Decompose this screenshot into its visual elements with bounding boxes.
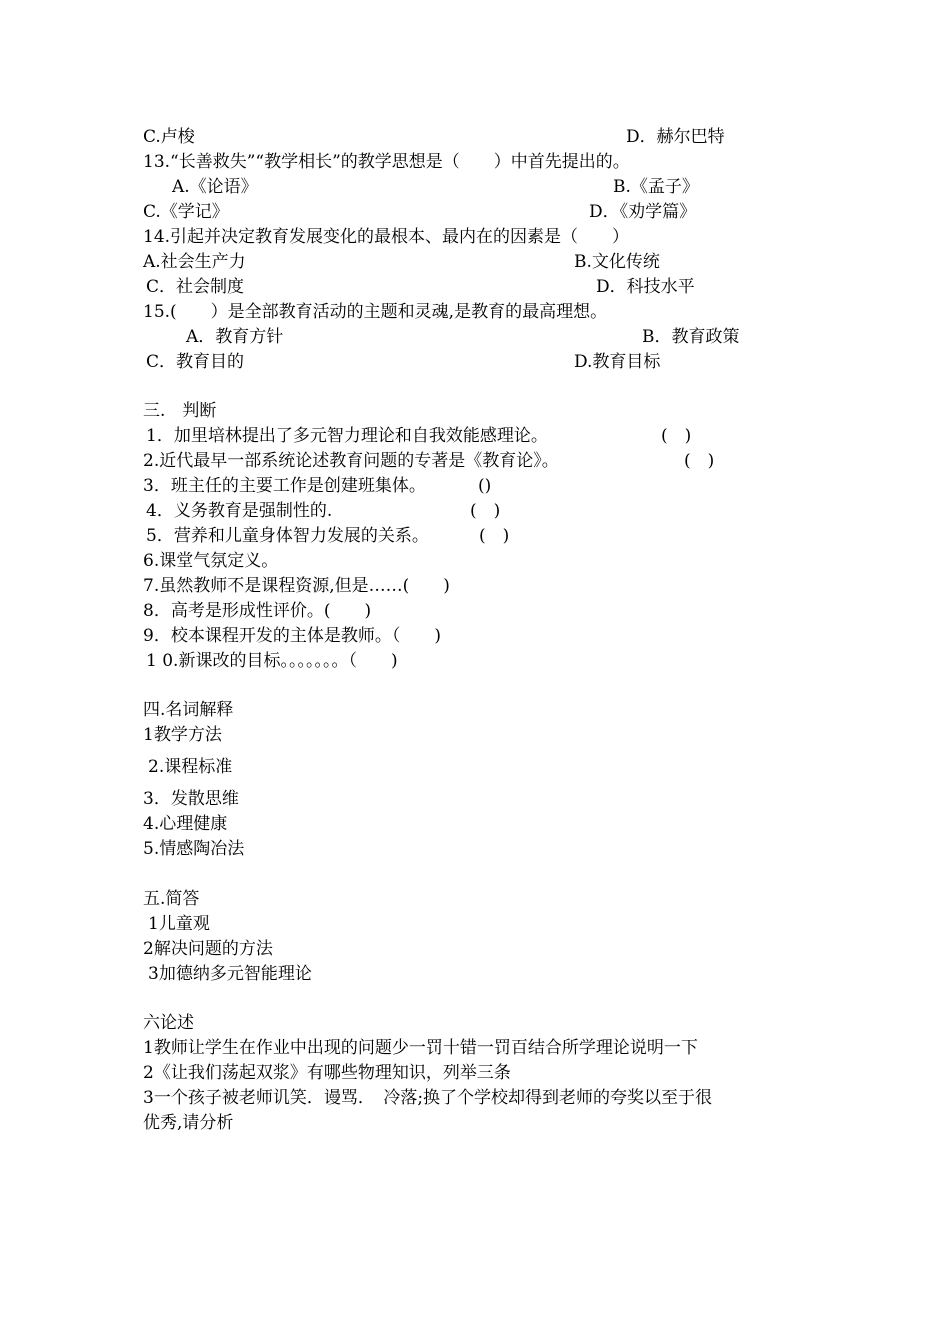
judgement-paren-5: ( ): [479, 526, 510, 546]
section-heading-short-answer: 五.简答: [143, 889, 200, 909]
judgement-item-4: 4．义务教育是强制性的.: [146, 501, 333, 521]
judgement-paren-1: ( ): [661, 426, 692, 446]
section-heading-judgement: 三. 判断: [143, 401, 217, 421]
term-item-1: 1教学方法: [143, 725, 222, 745]
q14-stem: 14.引起并决定教育发展变化的最根本、最内在的因素是（ ）: [143, 227, 630, 247]
term-item-5: 5.情感陶冶法: [143, 839, 245, 859]
short-answer-item-1: 1儿童观: [148, 914, 210, 934]
term-item-2: 2.课程标准: [148, 757, 233, 777]
q13-option-c: C.《学记》: [143, 202, 229, 222]
judgement-paren-2: ( ): [684, 451, 715, 471]
q14-option-a: A.社会生产力: [143, 252, 246, 272]
q13-stem: 13.“长善救失”“教学相长”的教学思想是（ ）中首先提出的。: [143, 152, 630, 172]
q12-option-d: D．赫尔巴特: [626, 127, 725, 147]
section-heading-terms: 四.名词解释: [143, 700, 234, 720]
judgement-item-1: 1．加里培林提出了多元智力理论和自我效能感理论。: [146, 426, 548, 446]
q14-option-b: B.文化传统: [574, 252, 660, 272]
essay-item-2: 2《让我们荡起双浆》有哪些物理知识，列举三条: [143, 1063, 511, 1083]
term-item-3: 3．发散思维: [143, 789, 239, 809]
q13-option-d: D．《劝学篇》: [589, 202, 697, 222]
judgement-item-10: 1 0.新课改的目标。。。。。。。（ ): [146, 651, 398, 671]
judgement-paren-4: ( ): [470, 501, 501, 521]
q14-option-c: C．社会制度: [146, 277, 245, 297]
short-answer-item-3: 3加德纳多元智能理论: [148, 964, 312, 984]
q15-option-d: D.教育目标: [574, 352, 661, 372]
q15-option-c: C．教育目的: [146, 352, 245, 372]
q12-option-c: C.卢梭: [143, 127, 195, 147]
judgement-item-9: 9．校本课程开发的主体是教师。（ ): [143, 626, 441, 646]
judgement-paren-3: (): [478, 476, 492, 496]
q13-option-a: A.《论语》: [172, 177, 258, 197]
essay-item-3-line-1: 3一个孩子被老师讥笑．谩骂． 冷落;换了个学校却得到老师的夸奖以至于很: [143, 1088, 713, 1108]
judgement-item-8: 8．高考是形成性评价。( ): [143, 601, 372, 621]
essay-item-3-line-2: 优秀,请分析: [143, 1113, 234, 1133]
short-answer-item-2: 2解决问题的方法: [143, 939, 273, 959]
q13-option-b: B.《孟子》: [613, 177, 699, 197]
judgement-item-5: 5．营养和儿童身体智力发展的关系。: [146, 526, 429, 546]
judgement-item-6: 6.课堂气氛定义。: [143, 551, 279, 571]
q14-option-d: D．科技水平: [596, 277, 695, 297]
section-heading-essay: 六论述: [143, 1013, 194, 1033]
q15-option-b: B．教育政策: [642, 327, 740, 347]
q15-option-a: A．教育方针: [186, 327, 284, 347]
q15-stem: 15.( ）是全部教育活动的主题和灵魂,是教育的最高理想。: [143, 302, 608, 322]
judgement-item-2: 2.近代最早一部系统论述教育问题的专著是《教育论》。: [143, 451, 559, 471]
essay-item-1: 1教师让学生在作业中出现的问题少一罚十错一罚百结合所学理论说明一下: [143, 1038, 698, 1058]
judgement-item-3: 3．班主任的主要工作是创建班集体。: [143, 476, 426, 496]
term-item-4: 4.心理健康: [143, 814, 228, 834]
judgement-item-7: 7.虽然教师不是课程资源,但是……( ): [143, 576, 450, 596]
